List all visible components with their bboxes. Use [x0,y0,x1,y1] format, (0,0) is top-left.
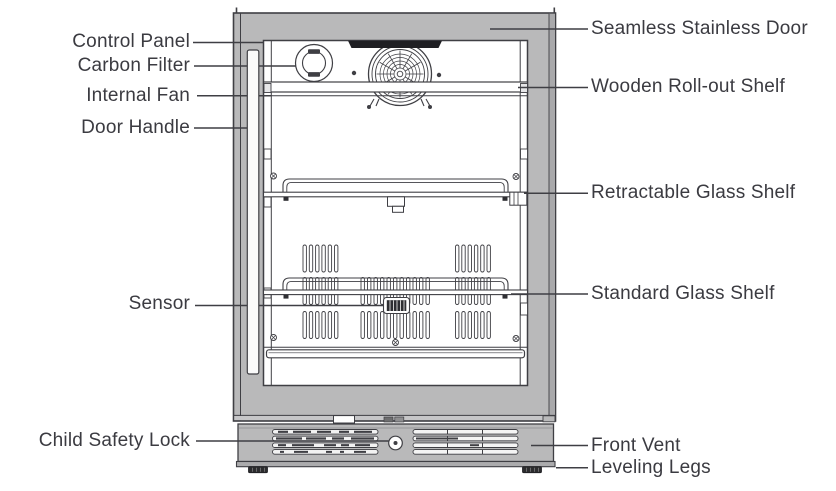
control-panel [348,41,442,48]
label-control-panel: Control Panel [72,30,190,52]
door-latch [334,416,355,423]
fan-screw-left [352,71,356,75]
label-standard-glass-shelf: Standard Glass Shelf [591,283,775,304]
label-child-safety-lock: Child Safety Lock [38,430,190,451]
leveling-leg-left [249,467,268,473]
label-sensor: Sensor [128,293,190,314]
child-safety-lock [389,436,403,450]
carbon-filter [296,45,333,82]
label-front-vent: Front Vent [591,434,681,456]
label-wooden-roll-out-shelf: Wooden Roll-out Shelf [591,76,785,97]
door-right-edge [549,14,555,420]
door-handle [247,50,258,374]
label-leveling-legs: Leveling Legs [591,456,711,478]
front-vent-panel [237,424,556,473]
shelf-center-bracket [388,197,405,207]
leveling-leg-right [523,467,542,473]
base-strip [237,462,556,467]
label-internal-fan: Internal Fan [86,85,190,106]
label-door-handle: Door Handle [81,117,190,138]
label-carbon-filter: Carbon Filter [77,55,190,76]
fan-screw-right [437,73,441,77]
label-seamless-stainless-door: Seamless Stainless Door [591,18,808,39]
sensor [384,298,410,314]
label-retractable-glass-shelf: Retractable Glass Shelf [591,182,796,203]
